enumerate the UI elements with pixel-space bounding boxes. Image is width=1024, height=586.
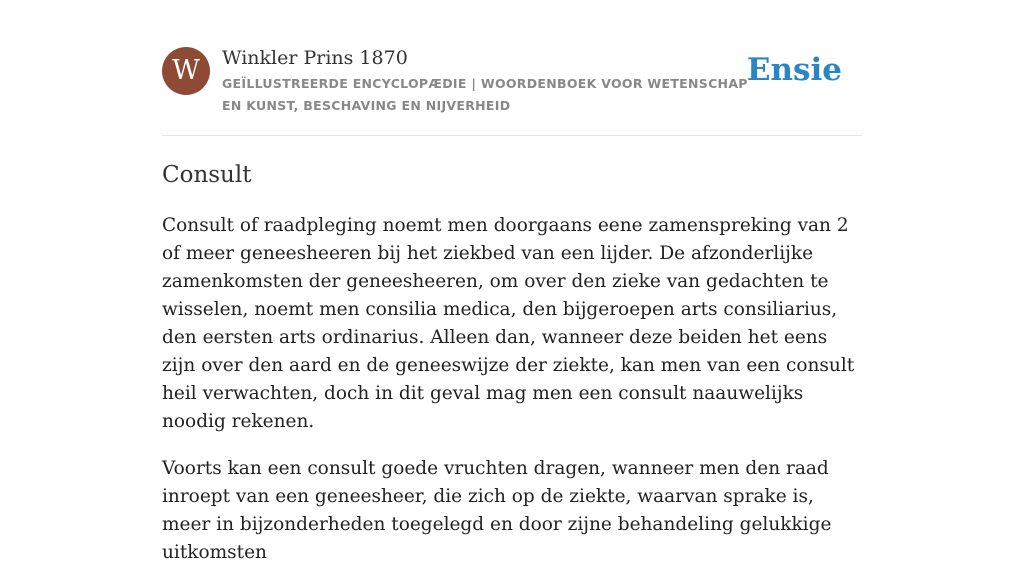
ensie-logo-link[interactable]: Ensie [746, 52, 842, 88]
article-title: Consult [162, 162, 252, 188]
source-avatar: W [162, 47, 210, 95]
source-title[interactable]: Winkler Prins 1870 [222, 47, 408, 69]
article-body [162, 212, 862, 567]
article-paragraph: Voorts kan een consult goede vruchten dragen, wanneer men den raad inroept van een geneesheer, die zich op de ziekte, waarvan sprake is, meer in bijzonderheden toegelegd en door zijne behandeling gelukkige uitkomsten [162, 458, 832, 563]
source-subtitle: GEÏLLUSTREERDE ENCYCLOPÆDIE | WOORDENBOEK VOOR WETENSCHAP EN KUNST, BESCHAVING EN NIJVERHEID [222, 76, 748, 113]
source-header [162, 0, 862, 136]
source-info [222, 45, 752, 117]
article-paragraph: Consult of raadpleging noemt men doorgaans eene zamenspreking van 2 of meer geneesheeren bij het ziekbed van een lijder. De afzonderlijke zamenkomsten der geneesheeren, om over den zieke van gedachten te wisselen, noemt men consilia medica, den bijgeroepen arts consiliarius, den eersten arts ordinarius. Alleen dan, wanneer deze beiden het eens zijn over den aard en de geneeswijze der ziekte, kan men van een consult heil verwachten, doch in dit geval mag men een consult naauwelijks noodig rekenen. [162, 215, 855, 432]
content-container [162, 0, 862, 586]
